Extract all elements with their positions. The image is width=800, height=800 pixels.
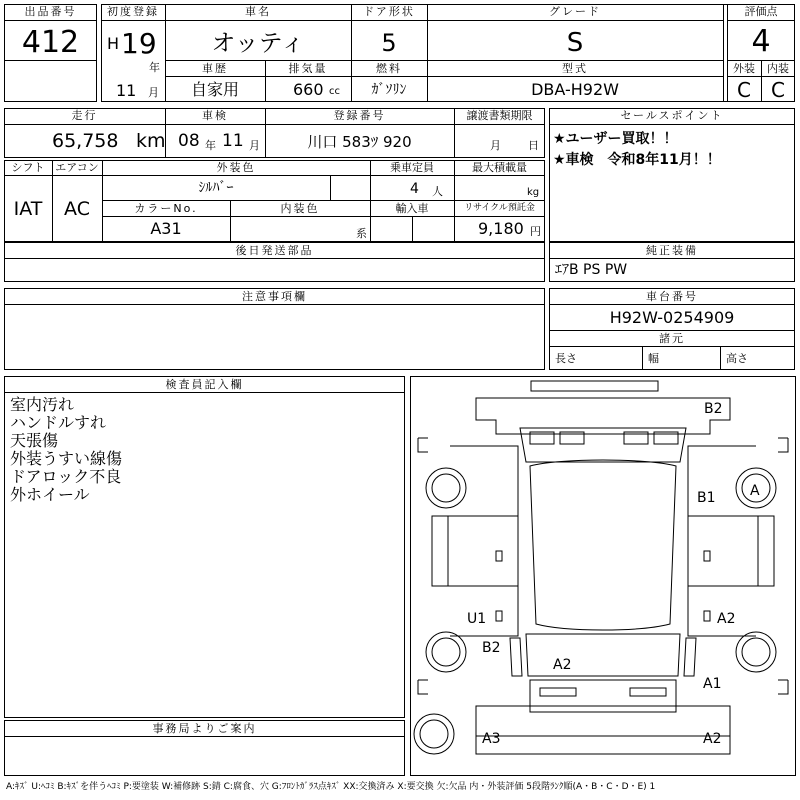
inspector-note: ドアロック不良 [10,467,122,486]
int-grade: C [771,78,785,102]
seats-unit: 人 [432,185,443,198]
lot-number: 412 [21,25,80,60]
transfer-month: 月 [490,139,501,152]
chassis-value: H92W-0254909 [609,308,735,327]
lot-label: 出品番号 [24,5,77,18]
inspect-month-unit: 月 [249,139,260,152]
int-label: 内装 [767,62,789,75]
equip-label: 純正装備 [646,244,698,257]
seats-value: 4 [410,181,419,197]
later-label: 後日発送部品 [235,244,314,257]
model-value: DBA-H92W [531,80,619,99]
recycle-value: 9,180 [478,219,524,238]
fuel-label: 燃料 [376,62,402,75]
height-label: 高さ [726,352,748,365]
plate-value: 川口 583ﾂ 920 [307,133,412,151]
fuel-value: ｶﾞｿﾘﾝ [371,82,407,98]
intcolor-label: 内装色 [280,202,320,215]
load-unit: kg [527,187,540,198]
sales-line-2: ★車検 令和8年11月！！ [553,152,721,168]
shift-label: シフト [11,161,45,174]
mark-front-bumper: B2 [704,401,723,417]
sales-point-box [549,108,795,242]
score-label: 評価点 [744,5,778,18]
inspector-note: 室内汚れ [10,395,75,414]
reg-year-unit: 年 [149,61,160,74]
reg-month: 11 [116,81,137,100]
inspector-note: 外ホイール [10,485,90,504]
intcolor-unit: 系 [356,227,367,240]
car-damage-diagram [410,376,796,768]
mark-rear-right-fender: A1 [703,676,722,692]
seats-label: 乗車定員 [390,161,434,174]
mark-rear-left-door: U1 [467,611,487,627]
transfer-day: 日 [528,139,539,152]
colorno-value: A31 [150,219,182,238]
equip-value: ｴｱB PS PW [555,262,628,278]
history-value: 自家用 [190,80,239,99]
ext-label: 外装 [733,62,755,75]
disp-label: 排気量 [288,62,328,75]
ac-value: AC [64,198,90,220]
mark-front-right-wheel: A [750,483,760,499]
color-value: ｼﾙﾊﾞｰ [198,180,234,196]
sales-label: セールスポイント [620,109,724,122]
inspector-note: ハンドルすれ [10,413,107,432]
mileage-value: 65,758 [52,130,119,152]
reg-year: 19 [121,27,157,60]
inspect-month: 11 [222,131,244,151]
ac-label: エアコン [55,161,99,174]
reg-label: 初度登録 [107,5,159,18]
caution-label: 注意事項欄 [242,290,307,303]
inspector-note: 外装うすい線傷 [10,449,123,468]
colorno-label: カラーNo. [134,202,198,215]
inspect-year: 08 [178,131,200,151]
sales-line-1: ★ユーザー買取！！ [553,131,678,147]
history-label: 車歴 [202,62,228,75]
load-label: 最大積載量 [472,161,527,174]
inspect-year-unit: 年 [205,139,216,152]
mark-rear-bumper-right: A2 [703,731,722,747]
mark-rear-bumper-left: A3 [482,731,501,747]
disp-unit: cc [329,86,340,97]
inspector-note: 天張傷 [10,431,59,450]
mileage-label: 走行 [71,109,98,122]
color-label: 外装色 [216,161,256,174]
ext-grade: C [737,78,751,102]
width-label: 幅 [648,352,659,365]
reg-month-unit: 月 [148,86,159,99]
import-label: 輸入車 [395,202,429,215]
shift-value: IAT [13,198,43,220]
disp-value: 660 [293,80,324,99]
doors-value: 5 [381,29,397,57]
inspect-label: 車検 [202,109,228,122]
damage-legend: A:ｷｽﾞ U:ﾍｺﾐ B:ｷｽﾞを伴うﾍｺﾐ P:要塗装 W:補修跡 S:錆 C:腐食、穴 G:ﾌﾛﾝﾄｶﾞﾗｽ点ｷｽﾞ XX:交換済み X:要交換 欠:欠品 内・外装評価 5段階ﾗﾝｸ順(A・B・C・D・E) 1 [6,782,656,792]
mark-rear-left-fender: B2 [482,640,501,656]
length-label: 長さ [555,352,577,365]
inspector-label: 検査員記入欄 [165,378,244,391]
mark-front-right-fender: B1 [697,490,716,506]
grade-label: グレード [549,5,601,18]
mark-tailgate: A2 [553,657,572,673]
transfer-label: 譲渡書類期限 [466,109,533,122]
chassis-label: 車台番号 [646,290,698,303]
recycle-label: リサイクル預託金 [464,203,535,213]
grade-value: S [566,28,584,58]
office-label: 事務局よりご案内 [152,722,257,735]
mark-rear-right-door: A2 [717,611,736,627]
score-value: 4 [751,24,771,59]
model-label: 型式 [562,62,588,75]
recycle-unit: 円 [530,225,541,238]
dims-label: 諸元 [659,332,685,345]
car-name: オッティ [211,29,305,57]
mileage-unit: km [136,130,166,152]
reg-era: H [107,34,120,53]
doors-label: ドア形状 [363,5,415,18]
car-label: 車名 [245,5,271,18]
plate-label: 登録番号 [333,109,386,122]
